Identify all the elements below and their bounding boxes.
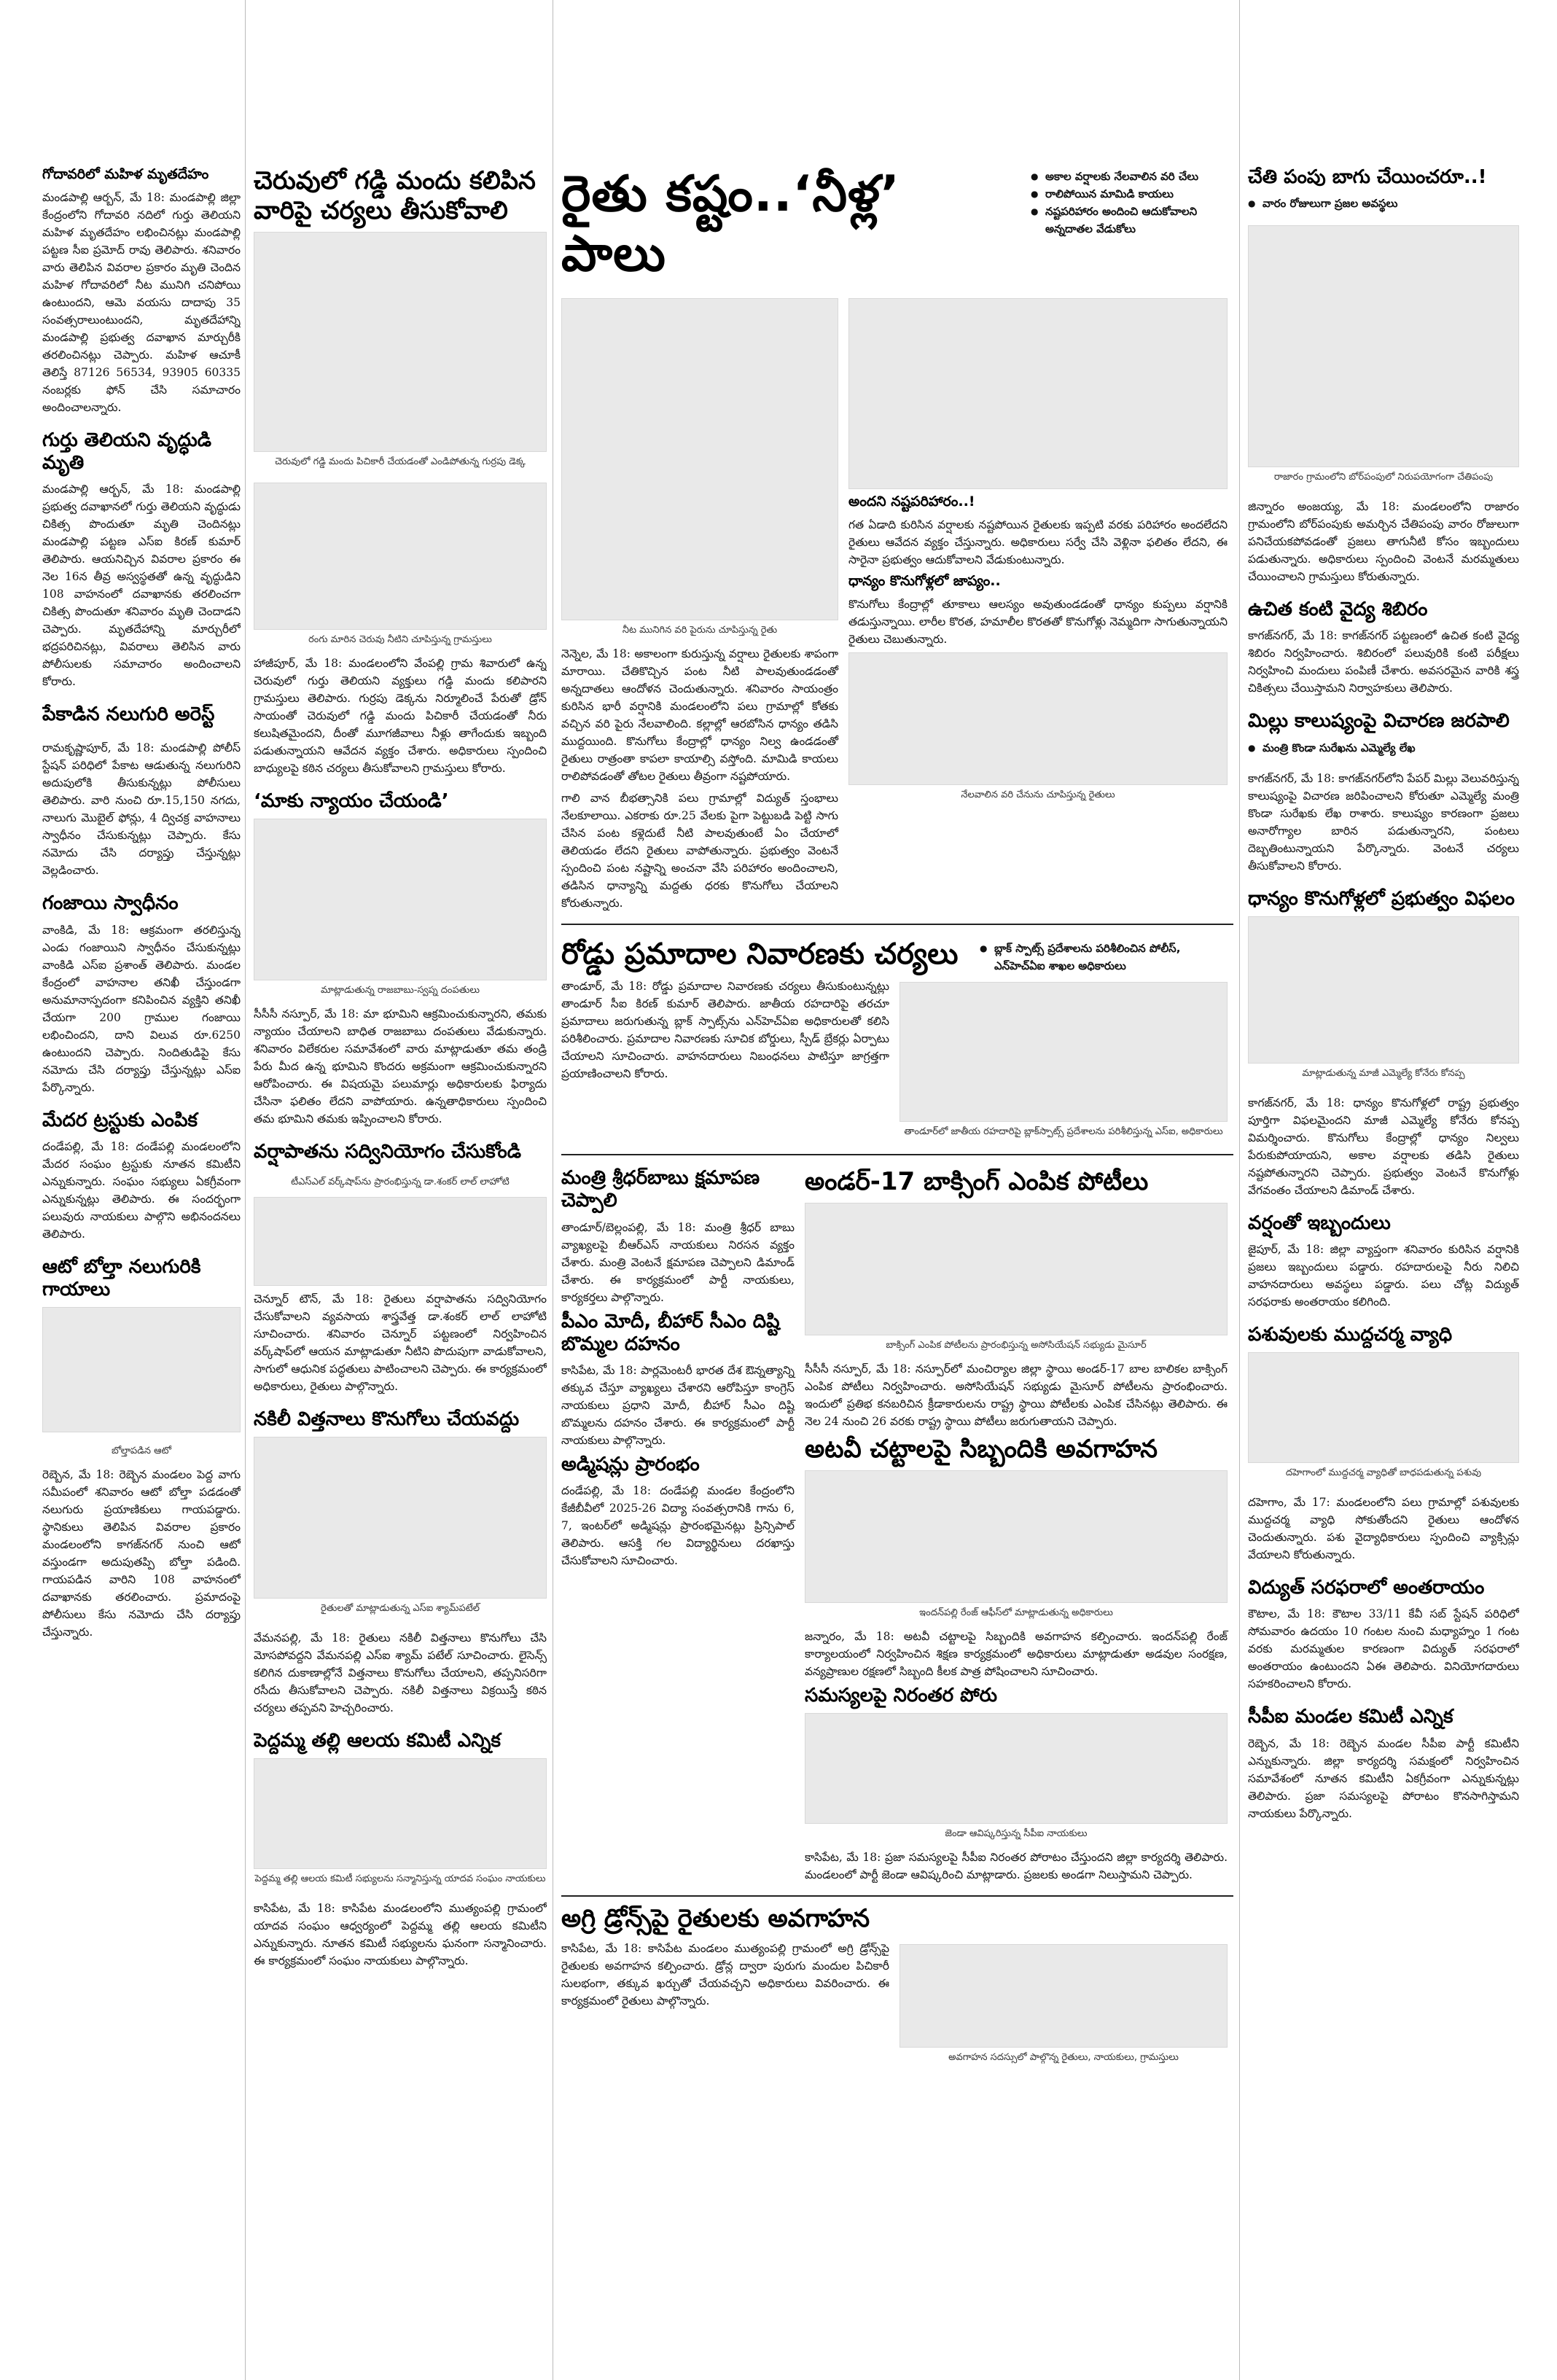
- drone-headline: అగ్రి డ్రోన్స్‌పై రైతులకు అవగాహన: [561, 1903, 870, 1933]
- photo-caption: రైతులతో మాట్లాడుతున్న ఎస్ఐ శ్యామ్‌పటేల్: [321, 1603, 480, 1615]
- admission-headline: అడ్మిషన్లు ప్రారంభం: [561, 1453, 700, 1475]
- story-body: హాజీపూర్, మే 18: మండలంలోని వేంపల్లి గ్రామ శివారులో ఉన్న చెరువులో గుర్తు తెలియని వ్యక్తులు గడ్డి మందు కలిపారని గ్రామస్తులు తెలిపారు. గుర్రపు డెక్కను నిర్మూలించే పేరుతో డ్రోన్ సాయంతో చెరువులో గడ్డి మందు పిచికారీ చేయడంతో నీరు కలుషితమైందని, దీంతో మూగజీవాలు నీళ్లు తాగేందుకు ఇబ్బంది పడుతున్నాయని ఆవేదన వ్యక్తం చేశారు. అధికారులు స్పందించి బాధ్యులపై కఠిన చర్యలు తీసుకోవాలని గ్రామస్తులు కోరారు.: [254, 656, 547, 775]
- news-story: [42, 429, 241, 690]
- problems-body: కాసిపేట, మే 18: ప్రజా సమస్యలపై సీపీఐ నిరంతర పోరాటం చేస్తుందని జిల్లా కార్యదర్శి తెలిపారు. మండలంలో పార్టీ జెండా ఆవిష్కరించి మాట్లాడారు. ప్రజలకు అండగా నిలుస్తామని చెప్పారు.: [805, 1850, 1228, 1881]
- story-photo: [1248, 916, 1519, 1064]
- story-headline: వర్షంతో ఇబ్బందులు: [1248, 1212, 1391, 1234]
- lead-subhead: అందని నష్టపరిహారం..!: [848, 493, 975, 510]
- modi-headline: పీఎం మోదీ, బీహార్ సీఎం దిష్టి బొమ్మల దహనం: [561, 1310, 780, 1355]
- photo-caption: బోల్తాపడిన ఆటో: [112, 1445, 171, 1457]
- story-body: సీసీసీ నస్పూర్, మే 18: మా భూమిని ఆక్రమించుకున్నారని, తమకు న్యాయం చేయాలని బాధిత రాజబాబు దంపతులు వేడుకున్నారు. శనివారం విలేకరుల సమావేశంలో వారు మాట్లాడుతూ తమ తండ్రి పేరు మీద ఉన్న భూమిని కొందరు అక్రమంగా ఆక్రమించుకున్నారని ఆరోపించారు. ఈ విషయమై పలుమార్లు అధికారులకు ఫిర్యాదు చేసినా ఫలితం లేదని వాపోయారు. ఉన్నతాధికారులు స్పందించి తమ భూమిని తమకు ఇప్పించాలని కోరారు.: [254, 1007, 547, 1125]
- photo-caption: మాట్లాడుతున్న మాజీ ఎమ్మెల్యే కోనేరు కోనప్ప: [1302, 1067, 1465, 1079]
- news-story: [1248, 888, 1519, 1081]
- story-body: కాసిపేట, మే 18: కాసిపేట మండలంలోని ముత్యంపల్లి గ్రామంలో యాదవ సంఘం ఆధ్వర్యంలో పెద్దమ్మ తల్లి ఆలయ కమిటీని ఎన్నుకున్నారు. నూతన కమిటీ సభ్యులను ఘనంగా సన్మానించారు. ఈ కార్యక్రమంలో సంఘం నాయకులు పాల్గొన్నారు.: [254, 1902, 547, 1968]
- news-story: [1248, 225, 1519, 485]
- story-body: రెబ్బెన, మే 18: రెబ్బెన మండలం పెద్ద వాగు సమీపంలో శనివారం ఆటో బోల్తా పడడంతో నలుగురు ప్రయాణికులు గాయపడ్డారు. స్థానికులు తెలిపిన వివరాల ప్రకారం మండలంలోని కాగజ్‌నగర్ నుంచి ఆటో వస్తుండగా అదుపుతప్పి బోల్తా పడింది. గాయపడిన వారిని 108 వాహనంలో దవాఖానకు తరలించారు. ప్రమాదంపై పోలీసులు కేసు నమోదు చేసి దర్యాప్తు చేస్తున్నారు.: [42, 1468, 241, 1639]
- news-story: [1248, 1324, 1519, 1480]
- column-5: [1248, 162, 1519, 2363]
- drone-body: కాసిపేట, మే 18: కాసిపేట మండలం ముత్యంపల్లి గ్రామంలో అగ్రి డ్రోన్స్‌పై రైతులకు అవగాహన కల్పించారు. డ్రోన్ల ద్వారా పురుగు మందుల పిచికారీ సులభంగా, తక్కువ ఖర్చుతో చేయవచ్చని అధికారులు వివరించారు. ఈ కార్యక్రమంలో రైతులు పాల్గొన్నారు.: [561, 1941, 889, 2008]
- story-body: చెన్నూర్ టౌన్, మే 18: రైతులు వర్షాపాతను సద్వినియోగం చేసుకోవాలని వ్యవసాయ శాస్త్రవేత్త డా.శంకర్ లాల్ లాహోటి సూచించారు. శనివారం చెన్నూర్ పట్టణంలో నిర్వహించిన వర్క్‌షాప్‌లో ఆయన మాట్లాడుతూ నీటిని పొదుపుగా వాడుకోవాలని, సాగులో ఆధునిక పద్ధతులు పాటించాలని చెప్పారు. ఈ కార్యక్రమంలో అధికారులు, రైతులు పాల్గొన్నారు.: [254, 1292, 547, 1393]
- sridhar-headline: మంత్రి శ్రీధర్‌బాబు క్షమాపణ చెప్పాలి: [561, 1167, 760, 1212]
- story-photo: [254, 483, 547, 630]
- story-headline: పశువులకు ముద్దచర్మ వ్యాధి: [1248, 1323, 1453, 1346]
- story-headline: పెద్దమ్మ తల్లి ఆలయ కమిటీ ఎన్నిక: [254, 1730, 501, 1752]
- news-story: [254, 483, 547, 777]
- photo-caption: టీఎస్‌ఎల్‌ వర్క్‌షాప్‌ను ప్రారంభిస్తున్న డా.శంకర్ లాల్ లాహోటి: [291, 1176, 510, 1187]
- story-body: మండపాల్లి ఆర్బన్, మే 18: మండపాల్లి ప్రభుత్వ దవాఖానలో గుర్తు తెలియని వృద్ధుడు చికిత్స పొందుతూ మృతి చెందినట్లు మండపాల్లి పట్టణ ఎస్ఐ కిరణ్ కుమార్ తెలిపారు. ఆయనిచ్చిన వివరాల ప్రకారం ఈ నెల 16న తీవ్ర అస్వస్థతతో ఉన్న వృద్ధుడిని 108 వాహనంలో దవాఖానకు తరలించగా చికిత్స పొందుతూ శనివారం మృతి చెందాడని చెప్పారు. మృతదేహాన్ని మార్చురీలో భద్రపరిచినట్లు, వివరాలు తెలిసిన వారు పోలీసులకు సమాచారం అందించాలని కోరారు.: [42, 483, 241, 689]
- lead-subhead: ధాన్యం కొనుగోళ్లలో జాప్యం..: [848, 572, 1001, 589]
- story-photo: [254, 1758, 547, 1869]
- forest-photo: [805, 1470, 1228, 1603]
- road-photo: [900, 982, 1228, 1122]
- news-story: [254, 1730, 547, 1887]
- modi-body: కాసిపేట, మే 18: పార్లమెంటరీ భారత దేశ ఔన్నత్యాన్ని తక్కువ చేస్తూ వ్యాఖ్యలు చేశారని ఆరోపిస్తూ కాంగ్రెస్ నాయకులు ప్రధాని మోదీ, బీహార్ సీఎం దిష్టి బొమ్మలను దహనం చేశారు. ఈ కార్యక్రమంలో పార్టీ నాయకులు పాల్గొన్నారు.: [561, 1363, 795, 1447]
- photo-caption: మాట్లాడుతున్న రాజబాబు-స్వప్న దంపతులు: [320, 984, 480, 996]
- lead-body: నెన్నెల, మే 18: అకాలంగా కురుస్తున్న వర్షాలు రైతులకు శాపంగా మారాయి. చేతికొచ్చిన పంట నీటి పాలవుతుండడంతో అన్నదాతలు ఆందోళన చెందుతున్నారు. శనివారం సాయంత్రం కురిసిన భారీ వర్షానికి మండలంలోని పలు గ్రామాల్లో కోతకు వచ్చిన వరి పైరు నేలవాలింది. కల్లాల్లో ఆరబోసిన ధాన్యం తడిసి ముద్దయింది. కొనుగోలు కేంద్రాల్లో ధాన్యం నిల్వ ఉండడంతో రైతులు రాత్రంతా కాపలా కాయాల్సి వస్తోంది. మామిడి కాయలు రాలిపోవడంతో తోటల రైతులు తీవ్రంగా నష్టపోయారు.: [561, 647, 838, 784]
- story-bullet: ● మంత్రి కొండా సురేఖను ఎమ్మెల్యే లేఖ: [1248, 739, 1519, 757]
- lead-body: గాలి వాన బీభత్సానికి పలు గ్రామాల్లో విద్యుత్ స్తంభాలు నేలకూలాయి. ఎకరాకు రూ.25 వేలకు పైగా పెట్టుబడి పెట్టి సాగు చేసిన పంట కళ్లెదుటే నీటి పాలవుతుంటే ఏం చేయాలో తెలియడం లేదని రైతులు వాపోతున్నారు. ప్రభుత్వం వెంటనే స్పందించి పంట నష్టాన్ని అంచనా వేసి పరిహారం అందించాలని, తడిసిన ధాన్యాన్ని మద్దతు ధరకు కొనుగోలు చేయాలని కోరుతున్నారు.: [561, 792, 838, 910]
- photo-caption: రాజారం గ్రామంలోని బోర్‌పంపులో నిరుపయోగంగా చేతిపంపు: [1273, 472, 1494, 483]
- news-story: [1248, 1094, 1519, 1199]
- lead-photo-caption: నీట మునిగిన వరి పైరును చూపిస్తున్న రైతు: [622, 625, 778, 636]
- story-body: జిన్నారం అంజయ్య, మే 18: మండలంలోని రాజారం గ్రామంలోని బోర్‌పంపుకు అమర్చిన చేతిపంపు వారం రోజులుగా పనిచేయకపోవడంతో ప్రజలు తాగునీటి కోసం ఇబ్బందులు పడుతున్నారు. అధికారులు స్పందించి వెంటనే మరమ్మతులు చేయించాలని గ్రామస్తులు కోరుతున్నారు.: [1248, 500, 1519, 584]
- story-body: మండపాల్లి ఆర్బన్, మే 18: మండపాల్లి జిల్లా కేంద్రంలోని గోదావరి నదిలో గుర్తు తెలియని మహిళ మృతదేహం లభించినట్లు మండపాల్లి పట్టణ సీఐ ప్రమోద్ రావు తెలిపారు. శనివారం వారు తెలిపిన వివరాల ప్రకారం మృతి చెందిన మహిళ గోదావరిలో నీట మునిగి చనిపోయి ఉంటుందని, ఆమె వయసు దాదాపు 35 సంవత్సరాలుంటుందని, మృతదేహాన్ని మండపాల్లి ప్రభుత్వ దవాఖాన మార్చురీకి తరలించినట్లు చెప్పారు. మహిళ ఆచూకీ తెలిస్తే 87126 56534, 93905 60335 నంబర్లకు ఫోన్ చేసి సమాచారం అందించాలన్నారు.: [42, 190, 241, 414]
- news-story: [42, 739, 241, 879]
- news-story: [1248, 770, 1519, 875]
- news-story: [254, 1900, 547, 1970]
- story-headline: ఆటో బోల్తా నలుగురికి గాయాలు: [42, 1255, 201, 1300]
- story-headline: ధాన్యం కొనుగోళ్లలో ప్రభుత్వం విఫలం: [1248, 887, 1515, 910]
- news-story: [42, 166, 241, 416]
- news-story: [1248, 1706, 1519, 1822]
- story-headline: వర్షాపాతను సద్వినియోగం చేసుకోండి: [254, 1140, 521, 1163]
- news-story: [1248, 1494, 1519, 1564]
- road-headline: రోడ్డు ప్రమాదాల నివారణకు చర్యలు: [561, 937, 959, 972]
- story-headline: మిల్లు కాలుష్యంపై విచారణ జరపాలి: [1248, 710, 1510, 733]
- boxing-photo-caption: బాక్సింగ్ ఎంపిక పోటీలను ప్రారంభిస్తున్న అసోసియేషన్ సభ్యుడు మైసూర్: [886, 1339, 1147, 1351]
- news-story: [254, 790, 547, 1128]
- news-story: [1248, 598, 1519, 697]
- news-story: [1248, 1212, 1519, 1311]
- lead-bullet: ● రాలిపోయిన మామిడి కాయలు: [1031, 185, 1228, 203]
- news-story: [42, 1256, 241, 1432]
- story-body: వేమనపల్లి, మే 18: రైతులు నకిలీ విత్తనాలు కొనుగోలు చేసి మోసపోవద్దని వేమనపల్లి ఎస్ఐ శ్యామ్ పటేల్ సూచించారు. లైసెన్స్ కలిగిన దుకాణాల్లోనే విత్తనాలు కొనుగోలు చేయాలని, తప్పనిసరిగా రసీదు తీసుకోవాలని చెప్పారు. నకిలీ విత్తనాలు విక్రయిస్తే కఠిన చర్యలు తప్పవని హెచ్చరించారు.: [254, 1631, 547, 1715]
- boxing-body: సీసీసీ నస్పూర్, మే 18: నస్పూర్‌లో మంచిర్యాల జిల్లా స్థాయి అండర్-17 బాల బాలికల బాక్సింగ్ ఎంపిక పోటీలు నిర్వహించారు. అసోసియేషన్ సభ్యుడు మైసూర్ పోటీలను ప్రారంభించారు. ఇందులో ప్రతిభ కనబరిచిన క్రీడాకారులను రాష్ట్ర స్థాయి పోటీలకు ఎంపిక చేసినట్లు తెలిపారు. ఈ నెల 24 నుంచి 26 వరకు రాష్ట్ర స్థాయి పోటీలు జరుగుతాయని చెప్పారు.: [805, 1362, 1228, 1428]
- story-bullet: ● వారం రోజులుగా ప్రజల అవస్థలు: [1248, 195, 1519, 212]
- story-body: కాగజ్‌నగర్, మే 18: కాగజ్‌నగర్ పట్టణంలో ఉచిత కంటి వైద్య శిబిరం నిర్వహించారు. శిబిరంలో పలువురికి కంటి పరీక్షలు నిర్వహించి మందులు పంపిణీ చేశారు. అవసరమైన వారికి శస్త్ర చికిత్సలు చేయిస్తామని నిర్వాహకులు తెలిపారు.: [1248, 629, 1519, 695]
- news-story: [42, 1109, 241, 1243]
- problems-photo: [805, 1713, 1228, 1824]
- center-column: [561, 162, 1233, 2363]
- story-body: జైపూర్, మే 18: జిల్లా వ్యాప్తంగా శనివారం కురిసిన వర్షానికి ప్రజలు ఇబ్బందులు పడ్డారు. రహదారులపై నీరు నిలిచి వాహనదారులు అవస్థలు పడ్డారు. పలు చోట్ల విద్యుత్ సరఫరాకు అంతరాయం కలిగింది.: [1248, 1242, 1519, 1308]
- story-headline: చేతి పంపు బాగు చేయించరూ..!: [1248, 166, 1487, 188]
- news-story: [254, 166, 547, 469]
- lead-photo-3: [848, 652, 1228, 785]
- story-headline: ‘మాకు న్యాయం చేయండి’: [254, 789, 449, 812]
- road-bullet: ● బ్లాక్ స్పాట్స్ ప్రదేశాలను పరిశీలించిన పోలీస్, ఎన్‌హెచ్‌ఏఐ శాఖల అధికారులు: [980, 940, 1220, 975]
- lead-bullet: ● నష్టపరిహారం అందించి ఆదుకోవాలని అన్నదాతల వేడుకోలు: [1031, 203, 1228, 238]
- story-body: కాగజ్‌నగర్, మే 18: కాగజ్‌నగర్‌లోని పేపర్ మిల్లు వెలువరిస్తున్న కాలుష్యంపై విచారణ జరిపించాలని కోరుతూ ఎమ్మెల్యే మంత్రి కొండా సురేఖకు లేఖ రాశారు. కాలుష్యం కారణంగా ప్రజలు అనారోగ్యాల బారిన పడుతున్నారని, పంటలు దెబ్బతింటున్నాయని పేర్కొన్నారు. వెంటనే చర్యలు తీసుకోవాలని కోరారు.: [1248, 771, 1519, 873]
- news-story: [1248, 1577, 1519, 1693]
- story-headline: పేకాడిన నలుగురి అరెస్ట్: [42, 703, 215, 726]
- drone-photo-caption: అవగాహన సదస్సులో పాల్గొన్న రైతులు, నాయకులు, గ్రామస్తులు: [948, 2051, 1179, 2063]
- story-body: దండేపల్లి, మే 18: దండేపల్లి మండలంలోని మేదర సంఘం ట్రస్టుకు నూతన కమిటీని ఎన్నుకున్నారు. సంఘం సభ్యులు ఏకగ్రీవంగా ఎన్నుకున్నట్లు తెలిపారు. ఈ సందర్భంగా పలువురు నాయకులు పాల్గొని అభినందనలు తెలిపారు.: [42, 1139, 241, 1241]
- lead-body: గత ఏడాది కురిసిన వర్షాలకు నష్టపోయిన రైతులకు ఇప్పటి వరకు పరిహారం అందలేదని రైతులు ఆవేదన వ్యక్తం చేస్తున్నారు. అధికారులు సర్వే చేసి వెళ్లినా ఫలితం లేదని, ఈ సారైనా ప్రభుత్వం ఆదుకోవాలని వేడుకుంటున్నారు.: [848, 518, 1228, 566]
- problems-photo-caption: జెండా ఆవిష్కరిస్తున్న సీపీఐ నాయకులు: [945, 1827, 1088, 1839]
- forest-headline: అటవీ చట్టాలపై సిబ్బందికి అవగాహన: [805, 1434, 1158, 1464]
- photo-caption: పెద్దమ్మ తల్లి ఆలయ కమిటీ సభ్యులను సన్మానిస్తున్న యాదవ సంఘం నాయకులు: [254, 1873, 546, 1885]
- story-body: దహెగాం, మే 17: మండలంలోని పలు గ్రామాల్లో పశువులకు ముద్దచర్మ వ్యాధి సోకుతోందని రైతులు ఆందోళన చెందుతున్నారు. పశు వైద్యాధికారులు స్పందించి వ్యాక్సిన్లు వేయాలని కోరుతున్నారు.: [1248, 1496, 1519, 1562]
- story-headline: సీపీఐ మండల కమిటీ ఎన్నిక: [1248, 1706, 1453, 1728]
- road-body: తాండూర్, మే 18: రోడ్డు ప్రమాదాల నివారణకు చర్యలు తీసుకుంటున్నట్లు తాండూర్ సీఐ కిరణ్ కుమార్ తెలిపారు. జాతీయ రహదారిపై తరచూ ప్రమాదాలు జరుగుతున్న బ్లాక్ స్పాట్స్‌ను ఎన్‌హెచ్‌ఏఐ అధికారులతో కలిసి పరిశీలించారు. ప్రమాదాల నివారణకు సూచిక బోర్డులు, స్పీడ్ బ్రేకర్లు ఏర్పాటు చేయాలని సూచించారు. వాహనదారులు నిబంధనలు పాటిస్తూ జాగ్రత్తగా ప్రయాణించాలని కోరారు.: [561, 980, 889, 1081]
- lead-photo-2: [848, 298, 1228, 489]
- story-headline: విద్యుత్ సరఫరాలో అంతరాయం: [1248, 1577, 1485, 1599]
- story-photo: [254, 819, 547, 980]
- sridhar-body: తాండూర్/బెల్లంపల్లి, మే 18: మంత్రి శ్రీధర్ బాబు వ్యాఖ్యలపై బీఆర్ఎస్ నాయకులు నిరసన వ్యక్తం చేశారు. మంత్రి వెంటనే క్షమాపణ చెప్పాలని డిమాండ్ చేశారు. ఈ కార్యక్రమంలో పార్టీ నాయకులు, కార్యకర్తలు పాల్గొన్నారు.: [561, 1220, 795, 1304]
- drone-photo: [900, 1944, 1228, 2048]
- story-body: కాగజ్‌నగర్, మే 18: ధాన్యం కొనుగోళ్లలో రాష్ట్ర ప్రభుత్వం పూర్తిగా విఫలమైందని మాజీ ఎమ్మెల్యే కోనేరు కోనప్ప విమర్శించారు. కొనుగోలు కేంద్రాల్లో ధాన్యం నిల్వలు పేరుకుపోయాయని, అకాల వర్షాలకు తడిసి రైతులు నష్టపోతున్నారని చెప్పారు. ప్రభుత్వం వెంటనే కొనుగోళ్లు వేగవంతం చేయాలని డిమాండ్ చేశారు.: [1248, 1096, 1519, 1197]
- road-bullets: [980, 940, 1220, 975]
- story-photo: [254, 232, 547, 452]
- road-photo-caption: తాండూర్‌లో జాతీయ రహదారిపై బ్లాక్‌స్పాట్స్ ప్రదేశాలను పరిశీలిస్తున్న ఎస్ఐ, అధికారులు: [904, 1126, 1223, 1138]
- problems-headline: సమస్యలపై నిరంతర పోరు: [805, 1684, 998, 1706]
- story-photo: [42, 1307, 241, 1432]
- lead-photo-caption: నేలవాలిన వరి చేనును చూపిస్తున్న రైతులు: [961, 789, 1115, 800]
- news-story: [1248, 498, 1519, 585]
- news-story: [254, 1141, 547, 1163]
- news-story: [254, 1177, 547, 1395]
- lead-body: కొనుగోలు కేంద్రాల్లో తూకాలు ఆలస్యం అవుతుండడంతో ధాన్యం కుప్పలు వర్షానికి తడుస్తున్నాయి. లారీల కొరత, హమాలీల కొరతతో కొనుగోళ్లు నెమ్మదిగా సాగుతున్నాయని రైతులు చెబుతున్నారు.: [848, 597, 1228, 646]
- forest-photo-caption: ఇందన్‌పల్లి రేంజ్ ఆఫీస్‌లో మాట్లాడుతున్న అధికారులు: [919, 1607, 1113, 1618]
- photo-caption: చెరువులో గడ్డి మందు పిచికారీ చేయడంతో ఎండిపోతున్న గుర్రపు డెక్క: [275, 456, 526, 467]
- story-photo: [1248, 225, 1519, 467]
- news-story: [42, 1445, 241, 1641]
- story-headline: ఉచిత కంటి వైద్య శిబిరం: [1248, 598, 1428, 621]
- story-photo: [1248, 1352, 1519, 1463]
- boxing-headline: అండర్-17 బాక్సింగ్ ఎంపిక పోటీలు: [805, 1167, 1149, 1197]
- news-story: [1248, 166, 1519, 212]
- story-body: వాంకిడి, మే 18: ఆక్రమంగా తరలిస్తున్న ఎండు గంజాయిని స్వాధీనం చేసుకున్నట్లు వాంకిడి ఎస్ఐ ప్రశాంత్ తెలిపారు. మండల కేంద్రంలో వాహనాల తనిఖీ చేస్తుండగా అనుమానాస్పదంగా కనిపించిన వ్యక్తిని తనిఖీ చేయగా 200 గ్రాముల గంజాయి లభించిందని, దాని విలువ రూ.6250 ఉంటుందని చెప్పారు. నిందితుడిపై కేసు నమోదు చేసి దర్యాప్తు చేస్తున్నట్లు ఎస్ఐ పేర్కొన్నారు.: [42, 923, 241, 1094]
- story-headline: చెరువులో గడ్డి మందు కలిపిన వారిపై చర్యలు తీసుకోవాలి: [254, 166, 536, 225]
- column-1: [42, 162, 241, 2363]
- news-story: [254, 1408, 547, 1616]
- news-story: [42, 703, 241, 726]
- story-headline: నకిలీ విత్తనాలు కొనుగోలు చేయవద్దు: [254, 1408, 520, 1430]
- story-bullets: [1248, 739, 1519, 757]
- story-body: రెబ్బెన, మే 18: రెబ్బెన మండల సీపీఐ పార్టీ కమిటీని ఎన్నుకున్నారు. జిల్లా కార్యదర్శి సమక్షంలో నిర్వహించిన సమావేశంలో నూతన కమిటీని ఏకగ్రీవంగా ఎన్నుకున్నట్లు తెలిపారు. ప్రజా సమస్యలపై పోరాటం కొనసాగిస్తామని నాయకులు పేర్కొన్నారు.: [1248, 1736, 1519, 1820]
- news-story: [42, 892, 241, 1096]
- lead-headline: రైతు కష్టం..‘నీళ్ల’ పాలు: [561, 165, 900, 283]
- lead-bullets: [1031, 168, 1228, 289]
- lead-bullet: ● అకాల వర్షాలకు నేలవాలిన వరి చేలు: [1031, 168, 1228, 185]
- story-body: కౌటాల, మే 18: కౌటాల 33/11 కేవీ సబ్ స్టేషన్ పరిధిలో సోమవారం ఉదయం 10 గంటల నుంచి మధ్యాహ్నం 1 గంట వరకు మరమ్మతుల కారణంగా విద్యుత్ సరఫరాలో అంతరాయం ఉంటుందని ఏఈ తెలిపారు. వినియోగదారులు సహకరించాలని కోరారు.: [1248, 1607, 1519, 1691]
- photo-caption: దహెగాంలో ముద్దచర్మ వ్యాధితో బాధపడుతున్న పశువు: [1285, 1467, 1482, 1479]
- lead-photo: [561, 298, 838, 620]
- story-headline: గోదావరిలో మహిళ మృతదేహం: [42, 166, 209, 182]
- story-headline: గంజాయి స్వాధీనం: [42, 892, 179, 915]
- photo-caption: రంగు మారిన చెరువు నీటిని చూపిస్తున్న గ్రామస్తులు: [308, 633, 492, 645]
- story-photo: [254, 1197, 547, 1286]
- news-story: [1248, 710, 1519, 756]
- admission-body: దండేపల్లి, మే 18: దండేపల్లి మండల కేంద్రంలోని కేజీబీవీలో 2025-26 విద్యా సంవత్సరానికి గాను 6, 7, ఇంటర్‌లో అడ్మిషన్లు ప్రారంభమైనట్లు ప్రిన్సిపాల్ తెలిపారు. ఆసక్తి గల విద్యార్థినులు దరఖాస్తు చేసుకోవాలని సూచించారు.: [561, 1484, 795, 1568]
- boxing-photo: [805, 1203, 1228, 1335]
- story-photo: [254, 1437, 547, 1599]
- story-body: రామకృష్ణాపూర్, మే 18: మండపాల్లి పోలీస్ స్టేషన్ పరిధిలో పేకాట ఆడుతున్న నలుగురిని అదుపులోకి తీసుకున్నట్లు పోలీసులు తెలిపారు. వారి నుంచి రూ.15,150 నగదు, నాలుగు మొబైల్ ఫోన్లు, 4 ద్విచక్ర వాహనాలు స్వాధీనం చేసుకున్నట్లు చెప్పారు. కేసు నమోదు చేసి దర్యాప్తు చేస్తున్నట్లు వెల్లడించారు.: [42, 741, 241, 878]
- news-story: [254, 1629, 547, 1717]
- story-bullets: [1248, 195, 1519, 212]
- story-headline: గుర్తు తెలియని వృద్ధుడి మృతి: [42, 429, 211, 474]
- forest-body: జన్నారం, మే 18: అటవీ చట్టాలపై సిబ్బందికి అవగాహన కల్పించారు. ఇందన్‌పల్లి రేంజ్ కార్యాలయంలో నిర్వహించిన శిక్షణ కార్యక్రమంలో అధికారులు మాట్లాడుతూ అడవుల సంరక్షణ, వన్యప్రాణుల రక్షణలో సిబ్బంది కీలక పాత్ర పోషించాలని సూచించారు.: [805, 1629, 1228, 1678]
- column-2: [254, 162, 547, 2363]
- story-headline: మేదర ట్రస్టుకు ఎంపిక: [42, 1109, 198, 1131]
